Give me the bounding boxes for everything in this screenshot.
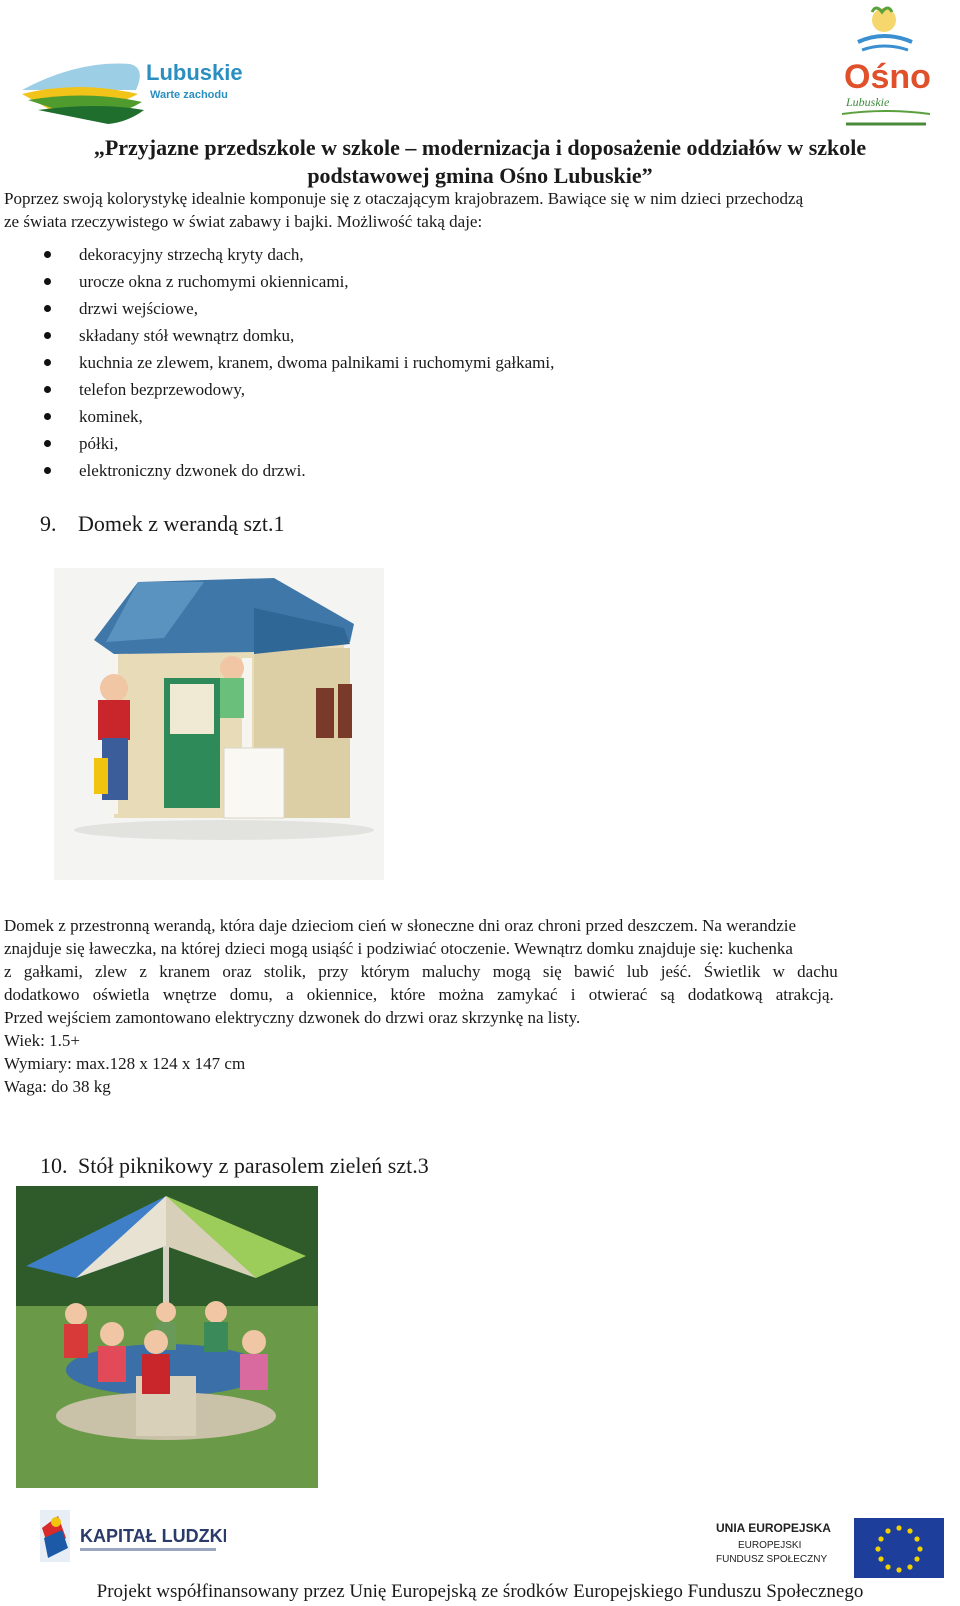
eu-logo-line-1: UNIA EUROPEJSKA xyxy=(716,1521,831,1535)
title-line-1: „Przyjazne przedszkole w szkole – modernizacja i doposażenie oddziałów w szkole xyxy=(93,135,867,160)
item-9-title: Domek z werandą szt.1 xyxy=(78,511,285,536)
bullet-icon xyxy=(44,305,51,312)
feature-item xyxy=(0,349,940,376)
osno-logo xyxy=(836,2,936,134)
item-9-description xyxy=(4,914,948,1029)
item-10-heading xyxy=(40,1152,429,1180)
feature-item xyxy=(0,457,940,484)
feature-text: drzwi wejściowe, xyxy=(79,299,198,318)
feature-text: kuchnia ze zlewem, kranem, dwoma palnikami i ruchomymi gałkami, xyxy=(79,353,555,372)
feature-item xyxy=(0,376,940,403)
feature-text: składany stół wewnątrz domku, xyxy=(79,326,295,345)
lubuskie-logo-name: Lubuskie xyxy=(146,60,243,85)
item-10-number: 10. xyxy=(40,1153,68,1178)
kapital-ludzki-logo xyxy=(36,1508,226,1570)
item-9-dimensions: Wymiary: max.128 x 124 x 147 cm xyxy=(4,1054,246,1073)
osno-logo-tagline: Lubuskie xyxy=(846,95,890,109)
picnic-table-image xyxy=(16,1186,318,1488)
intro-line-2: ze świata rzeczywistego w świat zabawy i bajki. Możliwość taką daje: xyxy=(4,212,483,231)
bullet-icon xyxy=(44,386,51,393)
item-9-age: Wiek: 1.5+ xyxy=(4,1031,80,1050)
feature-list xyxy=(0,241,940,484)
feature-text: kominek, xyxy=(79,407,143,426)
feature-text: elektroniczny dzwonek do drzwi. xyxy=(79,461,306,480)
item-9-desc-line: Domek z przestronną werandą, która daje dzieciom cień w słoneczne dni oraz chroni przed deszczem. Na werandzie xyxy=(4,916,797,935)
eu-logo-line-2: EUROPEJSKI xyxy=(738,1540,802,1551)
bullet-icon xyxy=(44,251,51,258)
bullet-icon xyxy=(44,359,51,366)
bullet-icon xyxy=(44,467,51,474)
item-9-weight: Waga: do 38 kg xyxy=(4,1077,111,1096)
document-title xyxy=(0,134,960,190)
item-9-desc-line: znajduje się ławeczka, na której dzieci mogą usiąść i podziwiać otoczenie. Wewnątrz domku znajduje się: kuchenka xyxy=(4,939,793,958)
item-9-desc-line: dodatkowo oświetla wnętrze domu, a okiennice, które można zamykać i otwierać są dodatkową atrakcją. xyxy=(4,985,834,1004)
kapital-ludzki-logo-text: KAPITAŁ LUDZKI xyxy=(80,1526,226,1546)
osno-logo-name: Ośno xyxy=(844,58,931,96)
playhouse-image xyxy=(54,568,384,880)
feature-item xyxy=(0,268,940,295)
feature-item xyxy=(0,241,940,268)
bullet-icon xyxy=(44,413,51,420)
feature-text: półki, xyxy=(79,434,119,453)
title-line-2: podstawowej gmina Ośno Lubuskie” xyxy=(307,163,653,188)
eu-logo xyxy=(716,1518,948,1582)
lubuskie-logo xyxy=(18,50,258,130)
feature-text: telefon bezprzewodowy, xyxy=(79,380,245,399)
item-9-desc-line: z gałkami, zlew z kranem oraz stolik, przy którym maluchy mogą się bawić lub jeść. Świetlik w dachu xyxy=(4,962,838,981)
footer-cofinancing-note: Projekt współfinansowany przez Unię Europejską ze środków Europejskiego Funduszu Społecznego xyxy=(96,1581,864,1602)
item-9-heading xyxy=(40,510,284,538)
feature-text: urocze okna z ruchomymi okiennicami, xyxy=(79,272,349,291)
feature-item xyxy=(0,403,940,430)
bullet-icon xyxy=(44,440,51,447)
feature-item xyxy=(0,322,940,349)
item-10-title: Stół piknikowy z parasolem zieleń szt.3 xyxy=(78,1153,429,1178)
eu-logo-line-3: FUNDUSZ SPOŁECZNY xyxy=(716,1554,828,1565)
lubuskie-logo-tagline: Warte zachodu xyxy=(150,89,228,101)
feature-item xyxy=(0,295,940,322)
item-9-desc-line: Przed wejściem zamontowano elektryczny dzwonek do drzwi oraz skrzynkę na listy. xyxy=(4,1008,581,1027)
item-9-number: 9. xyxy=(40,511,57,536)
intro-paragraph xyxy=(4,187,948,233)
feature-item xyxy=(0,430,940,457)
feature-text: dekoracyjny strzechą kryty dach, xyxy=(79,245,304,264)
intro-line-1: Poprzez swoją kolorystykę idealnie komponuje się z otaczającym krajobrazem. Bawiące się w nim dzieci przechodzą xyxy=(4,189,804,208)
bullet-icon xyxy=(44,332,51,339)
bullet-icon xyxy=(44,278,51,285)
